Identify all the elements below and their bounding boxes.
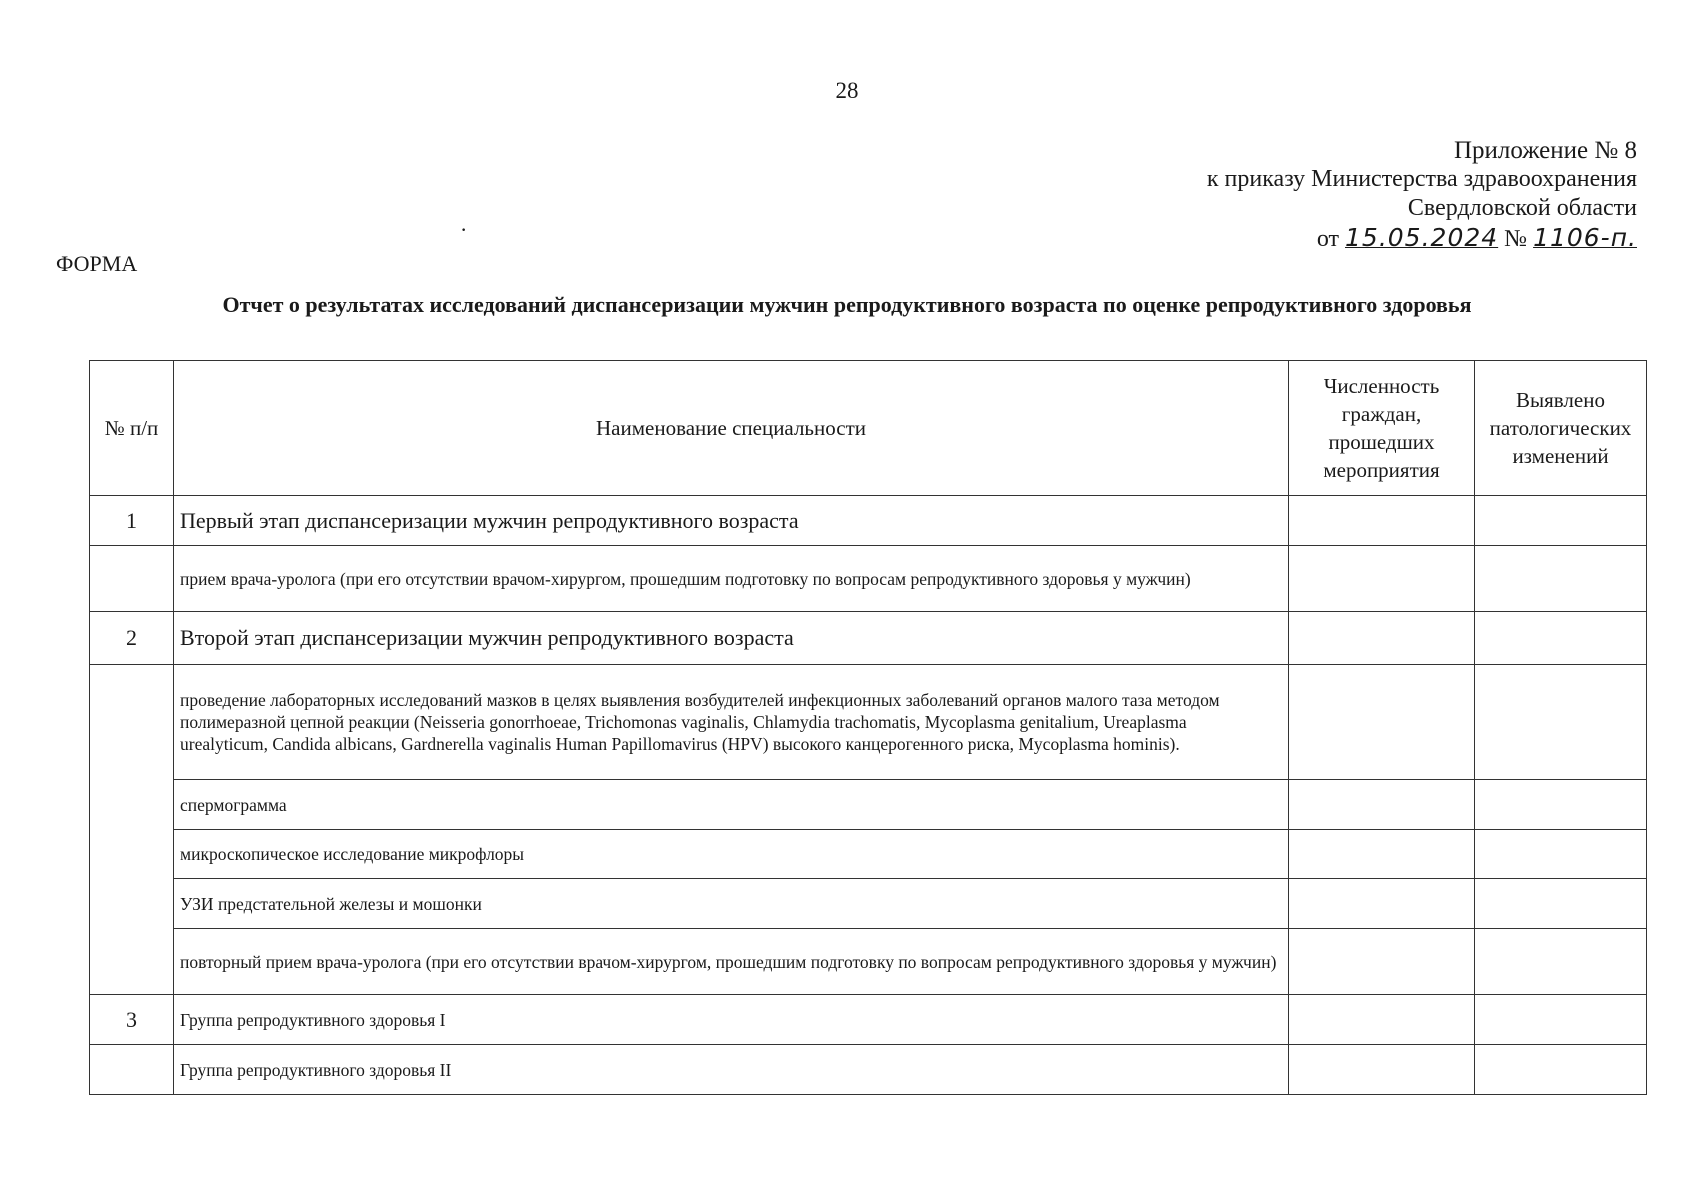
row-name: Группа репродуктивного здоровья I (174, 995, 1289, 1045)
table-row (90, 496, 1647, 546)
count-cell[interactable] (1289, 1045, 1475, 1095)
count-cell[interactable] (1289, 780, 1475, 830)
appendix-line-1: к приказу Министерства здравоохранения (1206, 166, 1637, 192)
row-num (90, 665, 174, 995)
table-row (90, 665, 1647, 780)
found-cell[interactable] (1475, 780, 1647, 830)
found-cell[interactable] (1475, 546, 1647, 612)
row-name: Второй этап диспансеризации мужчин репродуктивного возраста (174, 612, 1289, 665)
found-cell[interactable] (1475, 1045, 1647, 1095)
row-name: Группа репродуктивного здоровья II (174, 1045, 1289, 1095)
found-cell[interactable] (1475, 879, 1647, 929)
row-name: проведение лабораторных исследований мазков в целях выявления возбудителей инфекционных заболеваний органов малого таза методом полимеразной цепной реакции (Neisseria gonorrhoeae, Trichomonas vaginalis, Chlamydia trachomatis, Mycoplasma genitalium, Ureaplasma urealyticum, Candida albicans, Gardnerella vaginalis Human Papillomavirus (HPV) высокого канцерогенного риска, Mycoplasma hominis). (174, 665, 1289, 780)
found-cell[interactable] (1475, 830, 1647, 879)
found-cell[interactable] (1475, 496, 1647, 546)
row-name: прием врача-уролога (при его отсутствии врачом-хирургом, прошедшим подготовку по вопросам репродуктивного здоровья у мужчин) (174, 546, 1289, 612)
report-table (89, 360, 1647, 1095)
page-number: 28 (835, 78, 859, 103)
row-name: спермограмма (174, 780, 1289, 830)
row-name: Первый этап диспансеризации мужчин репродуктивного возраста (174, 496, 1289, 546)
header-name: Наименование специальности (174, 361, 1289, 496)
count-cell[interactable] (1289, 995, 1475, 1045)
header-count: Численность граждан, прошедших мероприятия (1289, 361, 1475, 496)
row-num: 2 (90, 612, 174, 665)
row-num (90, 546, 174, 612)
row-name: микроскопическое исследование микрофлоры (174, 830, 1289, 879)
found-cell[interactable] (1475, 995, 1647, 1045)
appendix-line-2: Свердловской области (1407, 195, 1637, 221)
row-name: повторный прием врача-уролога (при его отсутствии врачом-хирургом, прошедшим подготовку по вопросам репродуктивного здоровья у мужчин) (174, 929, 1289, 995)
appendix-date-line (1207, 223, 1637, 254)
table-row (90, 995, 1647, 1045)
found-cell[interactable] (1475, 612, 1647, 665)
table-row (90, 546, 1647, 612)
count-cell[interactable] (1289, 612, 1475, 665)
table-row (90, 830, 1647, 879)
table-row (90, 780, 1647, 830)
count-cell[interactable] (1289, 879, 1475, 929)
table-row (90, 1045, 1647, 1095)
appendix-title: Приложение № 8 (1453, 137, 1637, 164)
header-found: Выявлено патологических изменений (1475, 361, 1647, 496)
count-cell[interactable] (1289, 929, 1475, 995)
table-row (90, 929, 1647, 995)
header-num: № п/п (90, 361, 174, 496)
row-num: 1 (90, 496, 174, 546)
row-num (90, 1045, 174, 1095)
number-prefix: № (1504, 226, 1528, 252)
table-row (90, 879, 1647, 929)
handwritten-date: 15.05.2024 (1345, 223, 1499, 252)
handwritten-order-number: 1106-п. (1533, 223, 1637, 252)
count-cell[interactable] (1289, 665, 1475, 780)
appendix-block (1207, 136, 1637, 254)
found-cell[interactable] (1475, 665, 1647, 780)
count-cell[interactable] (1289, 546, 1475, 612)
table-row (90, 612, 1647, 665)
form-label: ФОРМА (56, 251, 138, 276)
date-prefix: от (1316, 226, 1340, 252)
found-cell[interactable] (1475, 929, 1647, 995)
row-num: 3 (90, 995, 174, 1045)
count-cell[interactable] (1289, 496, 1475, 546)
row-name: УЗИ предстательной железы и мошонки (174, 879, 1289, 929)
stray-dot: · (460, 217, 468, 242)
report-heading: Отчет о результатах исследований диспансеризации мужчин репродуктивного возраста по оценке репродуктивного здоровья (222, 292, 1472, 317)
table-header-row (90, 361, 1647, 496)
count-cell[interactable] (1289, 830, 1475, 879)
